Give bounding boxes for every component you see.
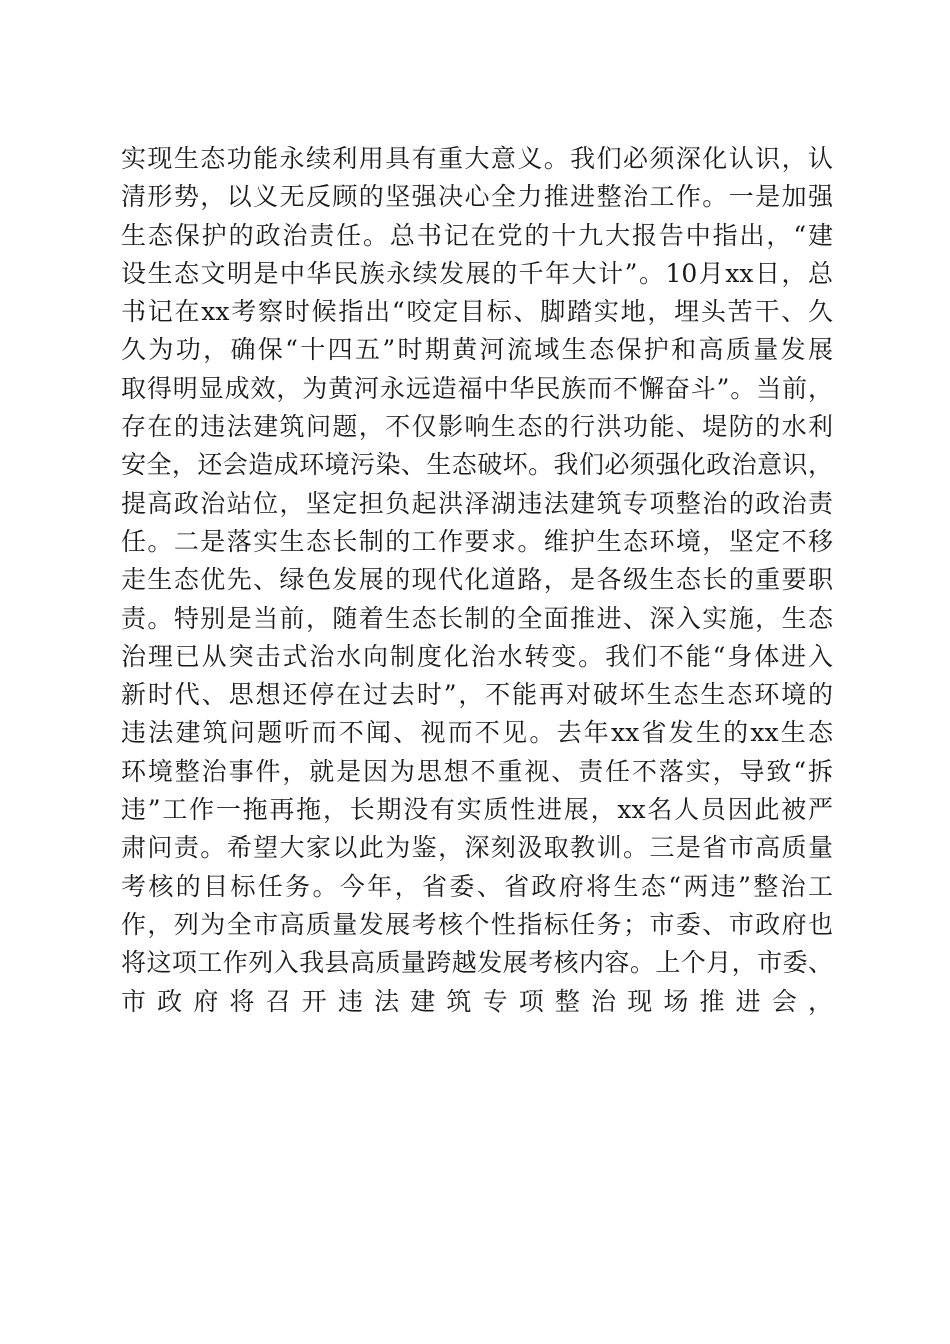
text-line: 久为功，确保“十四五”时期黄河流域生态保护和高质量发展: [121, 335, 833, 365]
text-line: 存在的违法建筑问题，不仅影响生态的行洪功能、堤防的水利: [121, 412, 833, 442]
text-line: 提高政治站位，坚定担负起洪泽湖违法建筑专项整治的政治责: [121, 488, 833, 518]
body-text: [121, 140, 833, 1021]
text-line: 实现生态功能永续利用具有重大意义。我们必须深化认识，认: [121, 144, 833, 173]
text-line: 责。特别是当前，随着生态长制的全面推进、深入实施，生态: [121, 603, 833, 633]
text-line: 任。二是落实生态长制的工作要求。维护生态环境，坚定不移: [121, 526, 833, 556]
text-line: 治理已从突击式治水向制度化治水转变。我们不能“身体进入: [121, 641, 833, 671]
text-line: 市政府将召开违法建筑专项整治现场推进会，: [121, 986, 833, 1016]
text-line: 违法建筑问题听而不闻、视而不见。去年xx省发生的xx生态: [121, 718, 833, 748]
text-line: 将这项工作列入我县高质量跨越发展考核内容。上个月，市委、: [121, 948, 833, 978]
text-line: 考核的目标任务。今年，省委、省政府将生态“两违”整治工: [121, 871, 833, 901]
text-line: 取得明显成效，为黄河永远造福中华民族而不懈奋斗”。当前，: [121, 373, 833, 403]
text-line: 肃问责。希望大家以此为鉴，深刻汲取教训。三是省市高质量: [121, 833, 833, 863]
text-line: 走生态优先、绿色发展的现代化道路，是各级生态长的重要职: [121, 565, 833, 595]
text-line: 环境整治事件，就是因为思想不重视、责任不落实，导致“拆: [121, 756, 833, 786]
text-line: 违”工作一拖再拖，长期没有实质性进展，xx名人员因此被严: [121, 795, 833, 825]
text-line: 书记在xx考察时候指出“咬定目标、脚踏实地，埋头苦干、久: [121, 297, 833, 327]
text-line: 作，列为全市高质量发展考核个性指标任务；市委、市政府也: [121, 909, 833, 939]
text-line: 设生态文明是中华民族永续发展的千年大计”。10月xx日，总: [121, 258, 833, 288]
text-line: 安全，还会造成环境污染、生态破坏。我们必须强化政治意识，: [121, 450, 833, 480]
text-line: 清形势，以义无反顾的坚强决心全力推进整治工作。一是加强: [121, 182, 833, 212]
text-line: 生态保护的政治责任。总书记在党的十九大报告中指出，“建: [121, 220, 833, 250]
text-line: 新时代、思想还停在过去时”，不能再对破坏生态生态环境的: [121, 680, 833, 710]
